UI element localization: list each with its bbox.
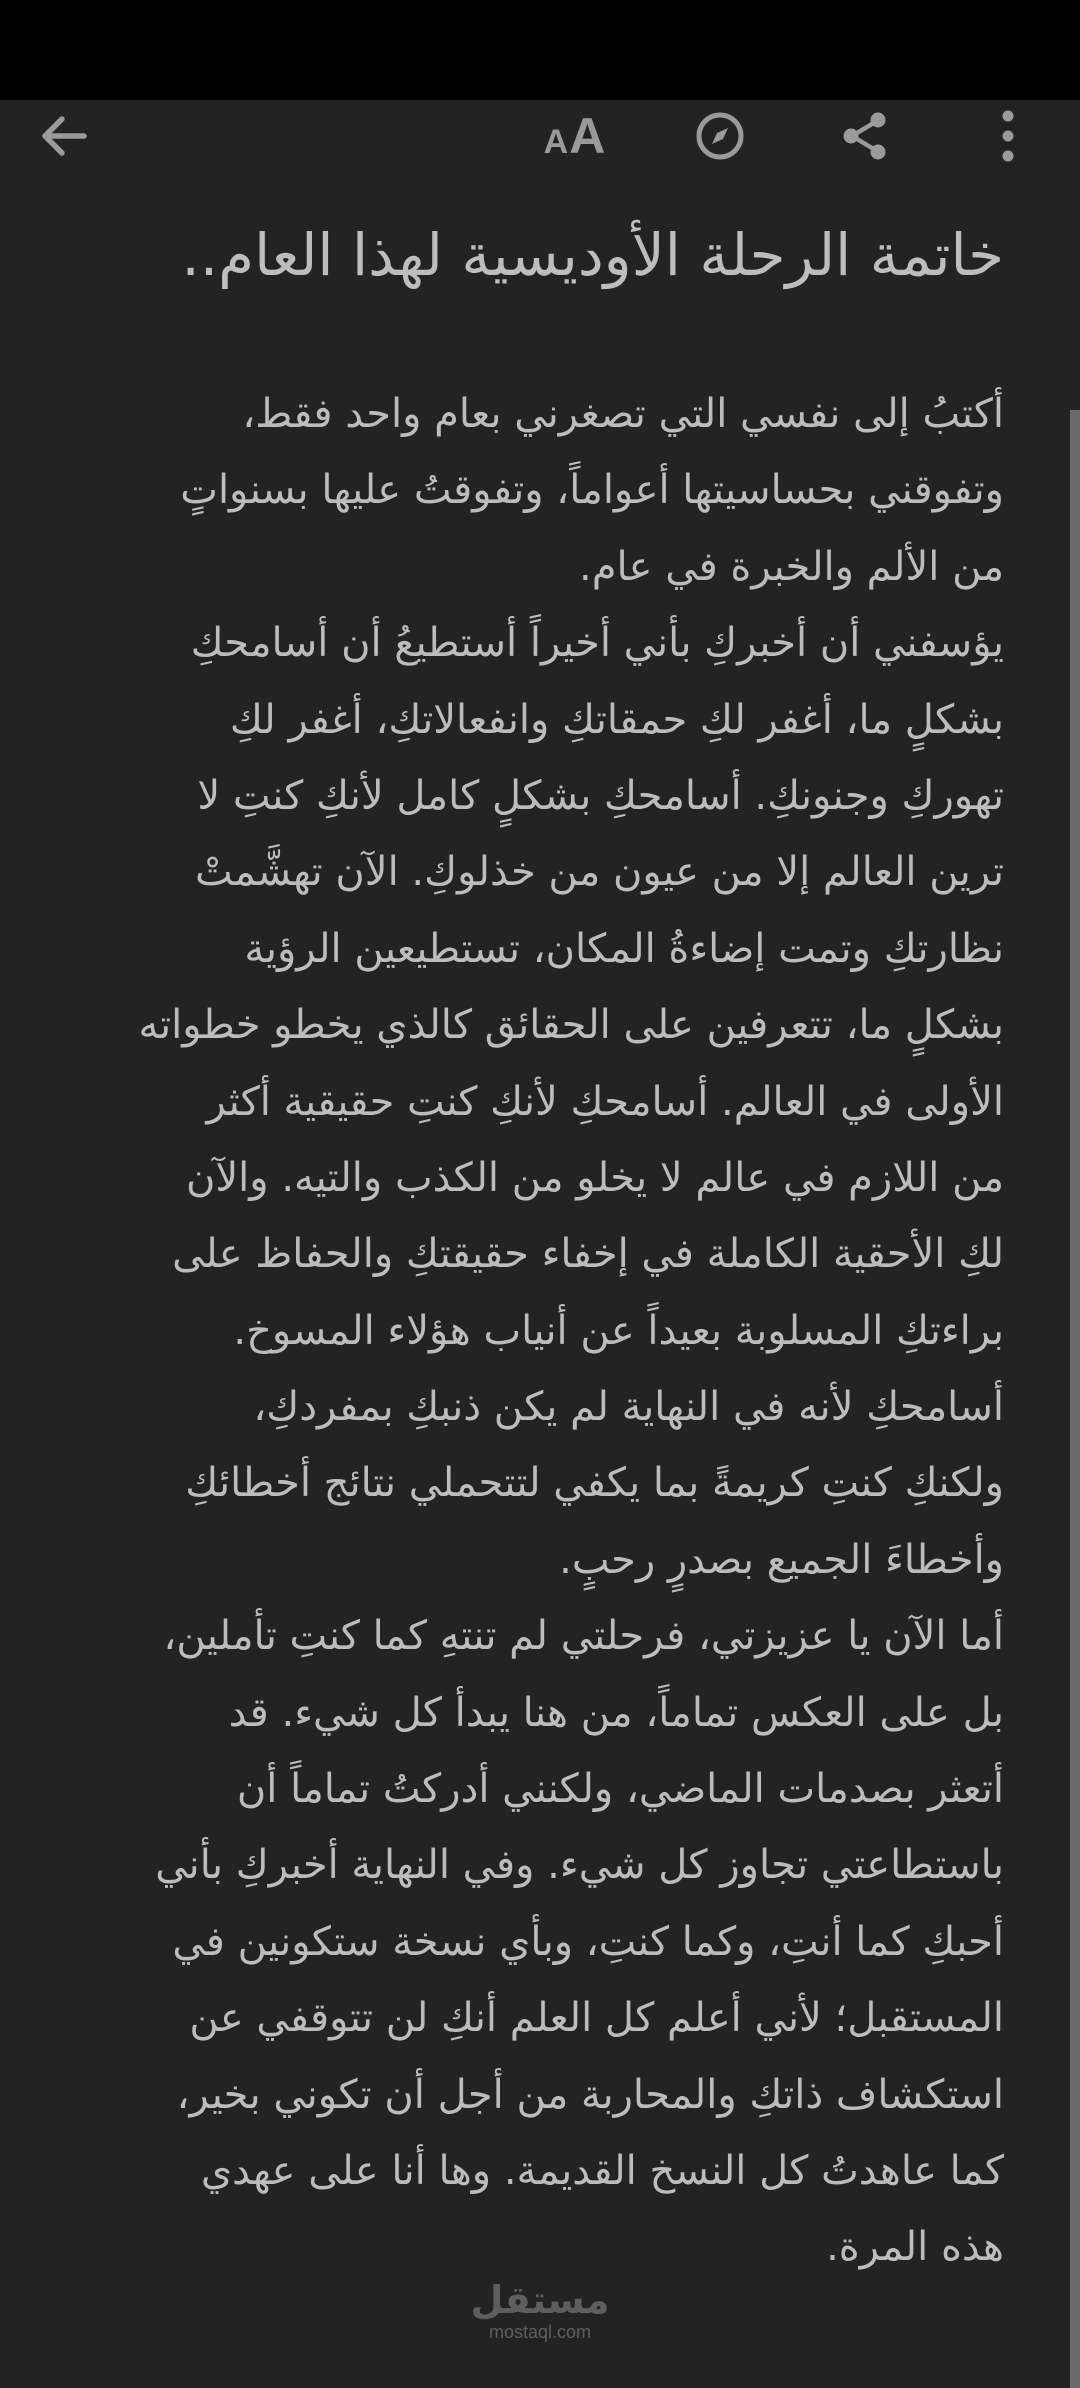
article-line: كما عاهدتُ كل النسخ القديمة. وها أنا على عهدي [200, 2147, 1004, 2194]
article-line: براءتكِ المسلوبة بعيداً عن أنياب هؤلاء المسوخ. [233, 1307, 1004, 1354]
article-line: ترين العالم إلا من عيون من خذلوكِ. الآن تهشَّمتْ [195, 849, 1004, 896]
watermark-logo: مستقل [470, 2278, 610, 2322]
share-icon [840, 110, 890, 162]
watermark-domain: mostaql.com [488, 2322, 592, 2342]
article-line: من اللازم في عالم لا يخلو من الكذب والتيه. والآن [185, 1154, 1004, 1201]
compass-icon [694, 110, 746, 162]
article-line: ولكنكِ كنتِ كريمةً بما يكفي لتتحملي نتائج أخطائكِ [185, 1460, 1004, 1507]
article-line: نظارتكِ وتمت إضاءةُ المكان، تستطيعين الرؤية [244, 925, 1004, 972]
more-vertical-icon [998, 108, 1018, 164]
font-size-icon: AA [543, 108, 607, 164]
article-title: خاتمة الرحلة الأوديسية لهذا العام.. [181, 221, 1004, 289]
reader-toolbar [0, 100, 1080, 172]
article-line: لكِ الأحقية الكاملة في إخفاء حقيقتكِ والحفاظ على [172, 1231, 1004, 1278]
article-line: بل على العكس تماماً، من هنا يبدأ كل شيء. قد [228, 1689, 1004, 1736]
article-line: الأولى في العالم. أسامحكِ لأنكِ كنتِ حقيقية أكثر [206, 1078, 1004, 1125]
back-button[interactable] [38, 100, 128, 172]
article-body [64, 376, 1004, 2286]
article-line: بشكلٍ ما، تتعرفين على الحقائق كالذي يخطو خطواته [138, 1002, 1004, 1049]
arrow-left-icon [38, 110, 90, 162]
article-line: وأخطاءَ الجميع بصدرٍ رحبٍ. [559, 1536, 1004, 1583]
status-bar [0, 0, 1080, 100]
article-line: وتفوقني بحساسيتها أعواماً، وتفوقتُ عليها بسنواتٍ [180, 467, 1004, 514]
reader-view [0, 100, 1080, 2388]
article-line: المستقبل؛ لأني أعلم كل العلم أنكِ لن تتوقفي عن [189, 1995, 1004, 2042]
article-line: أسامحكِ لأنه في النهاية لم يكن ذنبكِ بمفردكِ، [253, 1384, 1004, 1431]
article-line: استكشاف ذاتكِ والمحاربة من أجل أن تكوني بخير، [176, 2071, 1004, 2118]
article-line: بشكلٍ ما، أغفر لكِ حمقاتكِ وانفعالاتكِ، أغفر لكِ [229, 696, 1004, 743]
more-options-button[interactable] [963, 100, 1053, 172]
font-size-button[interactable] [530, 100, 620, 172]
explore-button[interactable] [675, 100, 765, 172]
article-line: من الألم والخبرة في عام. [579, 543, 1004, 590]
article-line: أتعثر بصدمات الماضي، ولكنني أدركتُ تماماً أن [236, 1766, 1004, 1813]
share-button[interactable] [820, 100, 910, 172]
article-line: أكتبُ إلى نفسي التي تصغرني بعام واحد فقط، [242, 391, 1004, 437]
scrollbar[interactable] [1070, 410, 1080, 2388]
article-line: أما الآن يا عزيزتي، فرحلتي لم تنتهِ كما كنتِ تأملين، [163, 1613, 1004, 1660]
article-line: أحبكِ كما أنتِ، وكما كنتِ، وبأي نسخة ستكونين في [172, 1918, 1004, 1965]
article-line: تهوركِ وجنونكِ. أسامحكِ بشكلٍ كامل لأنكِ كنتِ لا [197, 772, 1004, 819]
article-line: هذه المرة. [826, 2224, 1004, 2271]
mostaql-watermark [470, 2278, 610, 2358]
article-line: يؤسفني أن أخبركِ بأني أخيراً أستطيعُ أن أسامحكِ [190, 620, 1004, 667]
article-line: باستطاعتي تجاوز كل شيء. وفي النهاية أخبركِ بأني [155, 1842, 1004, 1889]
